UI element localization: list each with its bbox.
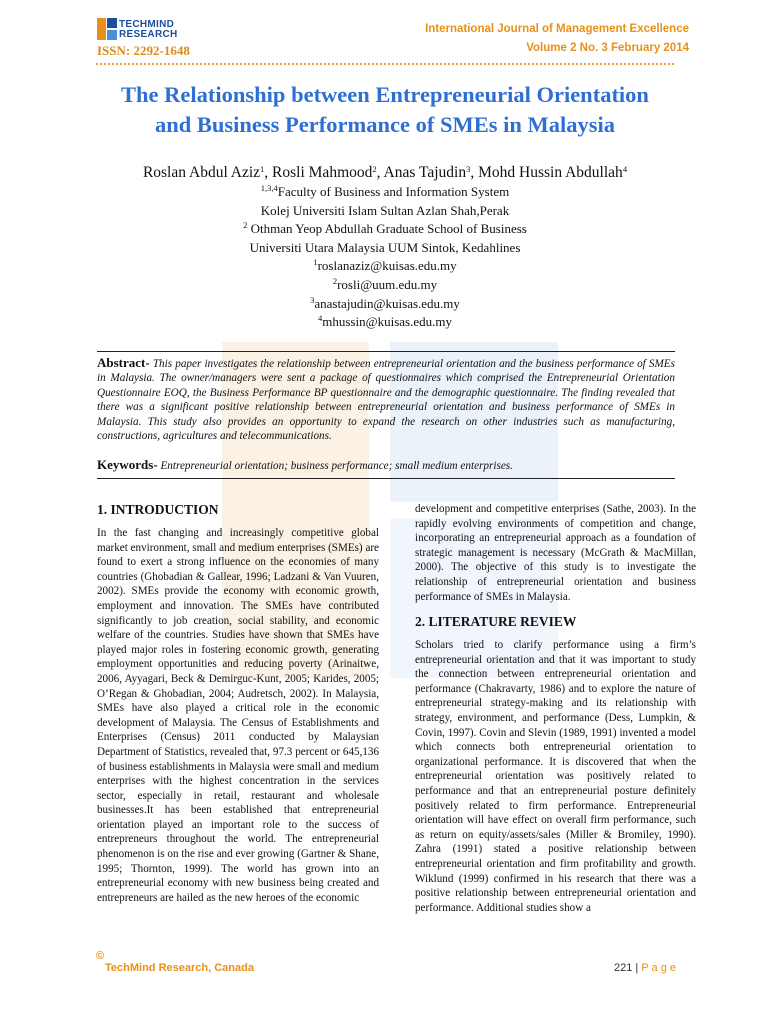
affiliation-line: Universiti Utara Malaysia UUM Sintok, Kedahlines (249, 239, 521, 255)
paragraph: Scholars tried to clarify performance using a firm’s entrepreneurial orientation and that it was important to study the connection between entrepreneurial orientation and performance (Chakravarty, 1986) and to explore the nature of entrepreneurial strategy-making and its relationship with strategy, environment, and performance (Dess, Lumpkin, & Covin, 1997). Covin and Slevin (1989, 1991) invented a model which connects both entrepreneurial orientation to organizational performance. It is discovered that when the entrepreneurial orientation was positively related to performance and that an entrepreneurial posture definitely positively related to firm performance. Entrepreneurial orientation will have effect on overall firm performance, such as return on equity/assets/sales (Miller & Bromiley, 1990). Zahra (1991) stated a positive relationship between entrepreneurial orientation and firm profitability and growth. Wiklund (1999) confirmed in his research that there was a positive relationship between entrepreneurial orientation and performance. Additional studies show a (415, 639, 696, 914)
logo-text-research: RESEARCH (119, 29, 178, 40)
author-sup: 1 (260, 164, 265, 174)
header-divider (96, 63, 674, 65)
abstract (97, 356, 675, 443)
affiliation-line: $^{1,3,4}$Faculty of Business and Information System (260, 183, 510, 199)
author-sup: 4 (622, 164, 628, 174)
author-sup: 3 (466, 164, 471, 174)
affiliation-line: Kolej Universiti Islam Sultan Azlan Shah,Perak (260, 202, 510, 218)
author-email: $^4$mhussin@kuisas.edu.my (318, 313, 452, 330)
journal-info (425, 20, 689, 58)
techmind-logo-icon (97, 18, 117, 40)
copyright-symbol: © (96, 950, 105, 962)
affiliations (96, 183, 674, 332)
section-heading-literature-review: 2. LITERATURE REVIEW (415, 614, 577, 629)
author-name: Anas Tajudin (383, 164, 467, 181)
journal-name: International Journal of Management Excellence (425, 23, 689, 35)
paper-title-line-1: The Relationship between Entrepreneurial Orientation (121, 82, 649, 107)
journal-issue: Volume 2 No. 3 February 2014 (526, 42, 689, 54)
publisher-logo (97, 18, 237, 60)
author-list: Roslan Abdul Aziz$^1$, Rosli Mahmood$^2$, Anas Tajudin$^3$, Mohd Hussin Abdullah$^4$ (142, 164, 628, 181)
affiliation-line: $^2$ Othman Yeop Abdullah Graduate School of Business (243, 220, 527, 237)
paper-title (96, 80, 674, 140)
author-email: $^1$roslanaziz@kuisas.edu.my (313, 257, 457, 274)
author-name: Mohd Hussin Abdullah (478, 164, 623, 181)
author-email: $^3$anastajudin@kuisas.edu.my (310, 294, 460, 311)
literature-review-text (415, 638, 696, 915)
footer-publisher: TechMind Research, Canada (105, 962, 254, 974)
author-email: $^2$rosli@uum.edu.my (332, 275, 438, 292)
paper-title-line-2: and Business Performance of SMEs in Malaysia (154, 112, 615, 137)
author-name: Rosli Mahmood (272, 164, 373, 181)
section-heading-introduction: 1. INTRODUCTION (97, 502, 219, 517)
introduction-continued (415, 502, 696, 604)
paragraph: development and competitive enterprises (Sathe, 2003). In the rapidly evolving environments of competition and change, incorporating an entrepreneurial approach as a foundation of strategic management is necessary (McGrath & MacMillan, 2000). The objective of this study is to investigate the relationship of entrepreneurial orientation and business performance of SMEs in Malaysia. (415, 503, 696, 603)
author-name: Roslan Abdul Aziz (142, 164, 261, 181)
keywords (97, 457, 675, 473)
abstract-top-rule (97, 351, 675, 352)
keywords-label: Keywords- (97, 457, 158, 472)
abstract-text: This paper investigates the relationship between entrepreneurial orientation and the business performance of SMEs in Malaysia. The owner/managers were sent a package of questionnaires which comprised the Entrepreneurial Orientation Questionnaire EOQ, the Business Performance BP questionnaire and the demographic questionnaire. The finding revealed that there was a significant positive relationship between entrepreneurial orientation and business performance of SMEs in Malaysia. This study also provides an opportunity to expand the research on other industries such as manufacturing, constructions, agricultures and telecommunications. (97, 358, 675, 443)
issn-number: ISSN: 2292-1648 (97, 43, 190, 58)
keywords-text: Entrepreneurial orientation; business performance; small medium enterprises. (157, 460, 513, 472)
abstract-bottom-rule (97, 478, 675, 479)
paragraph: In the fast changing and increasingly competitive global market environment, small and medium enterprises (SMEs) are found to exert a strong influence on the economies of many countries (Ghobadian & Gallear, 1996; Ladzani & Van Vuuren, 2002). SMEs provide the economy with economic growth, employment and innovation. The SMEs have contributed significantly to job creation, social stability, and economic welfare of the countries. Studies have shown that SMEs have played major roles in fostering economic growth, generating employment opportunities and reducing poverty (Arinaitwe, 2006, Ayyagari, Beck & Demirguc-Kunt, 2005; Karides, 2005; O’Regan & Ghobadian, 2004; Audretsch, 2002). In Malaysia, SMEs have also played a critical role in the economic development of Malaysia. The Census of Establishments and Enterprises (Census) 2011 conducted by Malaysian Department of Statistics, revealed that, 97.3 percent or 645,136 of business establishments in Malaysia were small and medium enterprises with the highest concentration in the services sector, especially in retail, restaurant and wholesale businesses.It has been established that entrepreneurial orientation played an important role to the success of entrepreneurs throughout the world. The entrepreneurial phenomenon is on the rise and ever growing (Gartner & Shane, 1995; Thornton, 1999). The world has grown into an entrepreneurial economy with new business being created and entrepreneurs are hailed as the new heroes of the economic (97, 527, 379, 904)
page-number: 221 | P a g e (613, 962, 676, 974)
author-sup: 2 (372, 164, 377, 174)
logo-text-techmind: TECHMIND (119, 19, 175, 30)
abstract-label: Abstract- (97, 355, 150, 370)
introduction-text (97, 526, 379, 905)
